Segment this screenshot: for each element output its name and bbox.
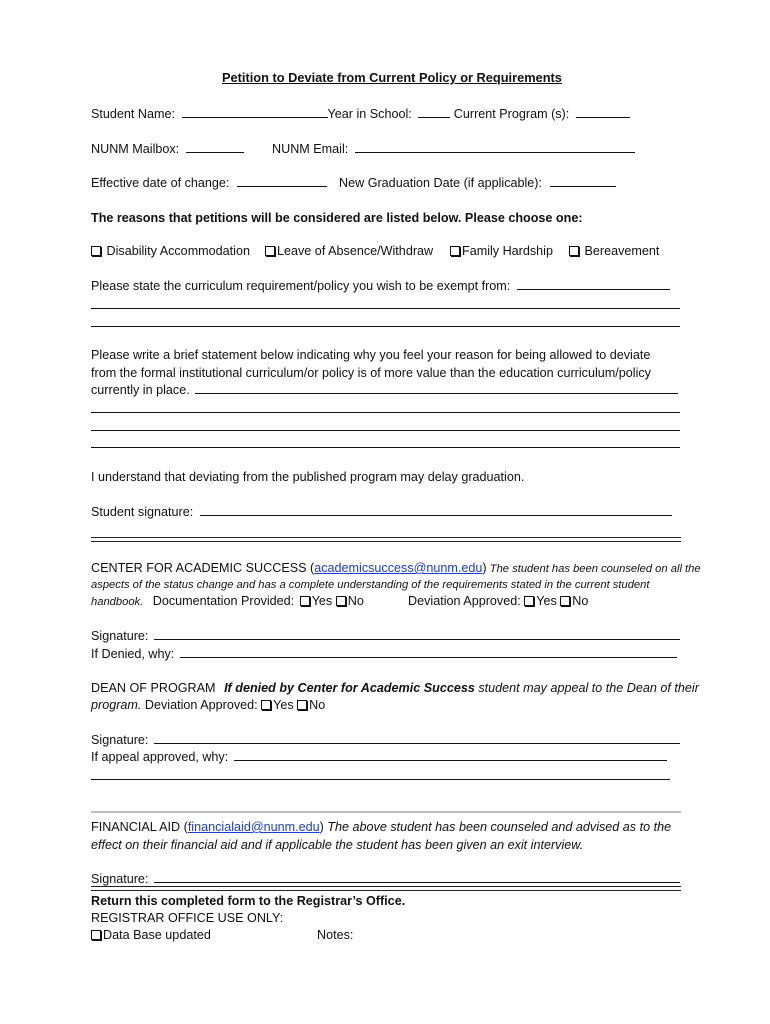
academic-success-note-2: aspects of the status change and has a complete understanding of the requirements stated in the current student [91, 579, 650, 591]
statement-prompt-line-1: Please write a brief statement below indicating why you feel your reason for being allowed to deviate [91, 348, 651, 362]
dean-label: DEAN OF PROGRAM [91, 681, 216, 695]
paren-close: ) [482, 561, 487, 575]
dean-text-2: program. [91, 698, 142, 712]
effective-date-field[interactable] [237, 175, 327, 187]
dean-appeal-group [91, 749, 667, 765]
curriculum-line[interactable] [91, 308, 680, 309]
cas-denied-label: If Denied, why: [91, 647, 175, 661]
dean-no-label: No [309, 698, 326, 712]
mailbox-field[interactable] [186, 141, 244, 153]
academic-success-email-link[interactable]: academicsuccess@nunm.edu [314, 561, 483, 575]
dean-appeal-line[interactable] [91, 779, 670, 780]
dean-approved-label: Deviation Approved: [144, 698, 258, 712]
program-field[interactable] [576, 106, 630, 118]
financial-aid-signature-field[interactable] [154, 871, 680, 883]
cas-signature-group [91, 628, 680, 644]
doc-yes-label: Yes [311, 594, 333, 608]
understand-text: I understand that deviating from the published program may delay graduation. [91, 470, 525, 484]
cas-denied-field[interactable] [180, 646, 677, 658]
effective-date-label: Effective date of change: [91, 176, 230, 190]
financial-aid-signature-group [91, 871, 680, 887]
checkbox-icon[interactable] [265, 246, 275, 256]
form-title: Petition to Deviate from Current Policy or Requirements [222, 70, 562, 85]
graduation-label: New Graduation Date (if applicable): [339, 176, 543, 190]
financial-aid-label: FINANCIAL AID ( [91, 820, 188, 834]
graduation-group [339, 175, 616, 191]
reason-option-disability[interactable] [91, 243, 250, 259]
dean-heading [91, 680, 699, 696]
dean-no-checkbox-icon[interactable] [297, 700, 307, 710]
dean-text-1: student may appeal to the Dean of their [474, 681, 699, 695]
curriculum-prompt: Please state the curriculum requirement/policy you wish to be exempt from: [91, 279, 511, 293]
notes-label: Notes: [317, 928, 354, 942]
return-instructions: Return this completed form to the Registrar’s Office. [91, 894, 406, 908]
cas-approved-label: Deviation Approved: [408, 594, 521, 608]
academic-success-note-3: handbook. [91, 596, 144, 608]
student-signature-label: Student signature: [91, 505, 194, 519]
registrar-use-only: REGISTRAR OFFICE USE ONLY: [91, 911, 284, 925]
database-label: Data Base updated [103, 928, 211, 942]
cas-approved-group [408, 593, 588, 609]
cas-approved-no-checkbox-icon[interactable] [560, 596, 570, 606]
database-checkbox-icon[interactable] [91, 930, 101, 940]
statement-prompt-line-3: currently in place. [91, 383, 190, 397]
student-signature-group [91, 504, 672, 520]
statement-line[interactable] [91, 430, 680, 431]
dean-signature-field[interactable] [154, 732, 680, 744]
academic-success-note-1: The student has been counseled on all the [486, 563, 701, 575]
graduation-field[interactable] [550, 175, 616, 187]
academic-success-label: CENTER FOR ACADEMIC SUCCESS ( [91, 561, 315, 575]
statement-line[interactable] [91, 447, 680, 448]
cas-signature-label: Signature: [91, 629, 149, 643]
option-label: Bereavement [584, 244, 660, 258]
effective-date-group [91, 175, 327, 191]
documentation-label: Documentation Provided: [152, 594, 295, 608]
student-signature-field[interactable] [200, 504, 672, 516]
doc-no-label: No [347, 594, 364, 608]
financial-aid-text-1: The above student has been counseled and advised as to the [323, 820, 672, 834]
checkbox-icon[interactable] [450, 246, 460, 256]
section-divider [91, 537, 681, 542]
paren-close: ) [319, 820, 324, 834]
mailbox-label: NUNM Mailbox: [91, 142, 180, 156]
email-field[interactable] [355, 141, 635, 153]
dean-appeal-label: If appeal approved, why: [91, 750, 229, 764]
database-updated-option[interactable] [91, 927, 211, 943]
email-label: NUNM Email: [272, 142, 349, 156]
financial-aid-signature-label: Signature: [91, 872, 149, 886]
section-divider [91, 886, 681, 891]
year-field[interactable] [418, 106, 450, 118]
checkbox-icon[interactable] [569, 246, 579, 256]
student-name-field[interactable] [182, 106, 328, 118]
reason-option-bereavement[interactable] [569, 243, 659, 259]
cas-approved-yes-label: Yes [536, 594, 557, 608]
reason-option-leave[interactable] [265, 243, 433, 259]
dean-signature-label: Signature: [91, 733, 149, 747]
dean-signature-group [91, 732, 680, 748]
statement-field[interactable] [195, 382, 678, 394]
dean-row [91, 697, 325, 713]
checkbox-icon[interactable] [91, 246, 101, 256]
section-divider [91, 811, 681, 813]
cas-denied-group [91, 646, 677, 662]
dean-bold-text: If denied by Center for Academic Success [224, 681, 475, 695]
curriculum-field[interactable] [517, 278, 670, 290]
doc-no-checkbox-icon[interactable] [336, 596, 346, 606]
academic-success-row [91, 593, 364, 610]
student-info-row-1 [91, 106, 630, 122]
academic-success-heading [91, 560, 701, 577]
financial-aid-heading [91, 819, 671, 835]
reasons-heading: The reasons that petitions will be considered are listed below. Please choose one: [91, 211, 583, 225]
option-label: Disability Accommodation [106, 244, 250, 258]
dean-appeal-field[interactable] [234, 749, 667, 761]
financial-aid-text-2: effect on their financial aid and if applicable the student has been given an exit interview. [91, 838, 584, 852]
year-label: Year in School: [327, 107, 412, 121]
statement-line[interactable] [91, 412, 680, 413]
doc-yes-checkbox-icon[interactable] [300, 596, 310, 606]
statement-prompt-line-2: from the formal institutional curriculum/or policy is of more value than the education curriculum/policy [91, 366, 651, 380]
curriculum-line[interactable] [91, 326, 680, 327]
option-label: Family Hardship [462, 244, 553, 258]
reason-option-hardship[interactable] [450, 243, 553, 259]
curriculum-prompt-group [91, 278, 670, 294]
email-group [272, 141, 635, 157]
student-name-label: Student Name: [91, 107, 176, 121]
financial-aid-email-link[interactable]: financialaid@nunm.edu [187, 820, 320, 834]
option-label: Leave of Absence/Withdraw [277, 244, 434, 258]
dean-yes-checkbox-icon[interactable] [261, 700, 271, 710]
cas-signature-field[interactable] [154, 628, 680, 640]
student-info-row-2 [91, 141, 244, 157]
cas-approved-no-label: No [572, 594, 589, 608]
statement-prompt-line-3-group [91, 382, 678, 398]
cas-approved-yes-checkbox-icon[interactable] [524, 596, 534, 606]
program-label: Current Program (s): [453, 107, 570, 121]
dean-yes-label: Yes [273, 698, 294, 712]
